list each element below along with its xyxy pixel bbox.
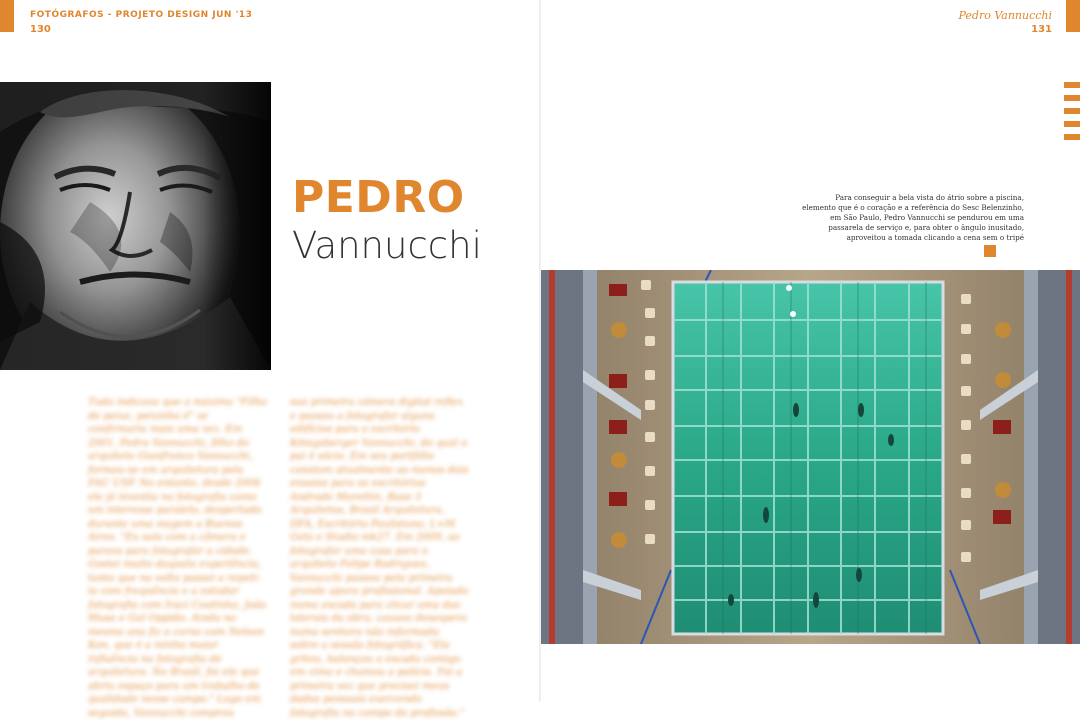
side-bar (1064, 134, 1080, 140)
caption-square-mark (984, 245, 996, 257)
portrait-photo (0, 82, 271, 370)
pool-photo (541, 270, 1080, 644)
side-bar (1064, 82, 1080, 88)
article-title-last: Vannucchi (292, 224, 482, 267)
body-column-1: Tudo indicava que a máxima "Filho de peixe, peixinho é" se confirmaria mais uma vez. Em 2001, Pedro Vannucchi, filho do arquiteto Gianfranco Vannucchi, formou-se em arquitetura pela FAU USP. No entanto, desde 2006 ele já investia na fotografia como um interesse paralelo, despertado durante uma viagem a Buenos Aires. "Eu saía com a câmera e parava para fotografar a cidade. Gostei muito daquela experiência, tanto que na volta passei a repeti-la com frequência e a estudar fotografia com Iraci Coutinho, João Musa e Gal Oppido. Ainda no mesmo ano fiz o curso com Nelson Kon, que é a minha maior influência na fotografia de arquitetura. No Brasil, foi ele que abriu espaço para um trabalho de qualidade nesse campo." Logo em seguida, Vannucchi comprou (88, 397, 267, 719)
portrait-illustration (0, 82, 271, 370)
side-bar (1064, 108, 1080, 114)
article-title-first: PEDRO (292, 172, 465, 223)
header-tab-right (1066, 0, 1080, 32)
running-header-left: FOTÓGRAFOS - PROJETO DESIGN JUN '13 (30, 10, 253, 20)
pool-illustration (541, 270, 1080, 644)
page-number-left: 130 (30, 24, 51, 35)
side-bars-right (1064, 82, 1080, 147)
running-header-right: Pedro Vannucchi (958, 9, 1052, 22)
header-tab-left (0, 0, 14, 32)
page-number-right: 131 (1031, 24, 1052, 35)
body-column-2: sua primeira câmera digital reflex e passou a fotografar alguns edifícios para o escritório Königsberger Vannucchi, do qual o pai é sócio. Em seu portfólio constam atualmente ao menos dois ensaios para os escritórios Andrade Morettin, Base 3 Arquitetos, Brasil Arquitetura, DFA, Escritório Paulistano, L+M Gets e Studio mk27. Em 2009, ao fotografar uma casa para o arquiteto Felipe Rodrigues, Vannucchi passou pelo primeiro grande apuro profissional. Apoiado numa escada para clicar uma das laterais da obra, causou desespero numa senhora não informada sobre a sessão fotográfica. "Ela gritou, balançou a escada comigo em cima e chamou a polícia. Foi a primeira vez que precisei meus dados pessoais exercendo fotografia no campo da profissão." (290, 397, 469, 719)
side-bar (1064, 121, 1080, 127)
photo-caption: Para conseguir a bela vista do átrio sobre a piscina, elemento que é o coração e a referência do Sesc Belenzinho, em São Paulo, Pedro Vannucchi se pendurou em uma passarela de serviço e, para obter o ângulo inusitado, aproveitou a tomada clicando a cena sem o tripé (802, 193, 1024, 242)
side-bar (1064, 95, 1080, 101)
